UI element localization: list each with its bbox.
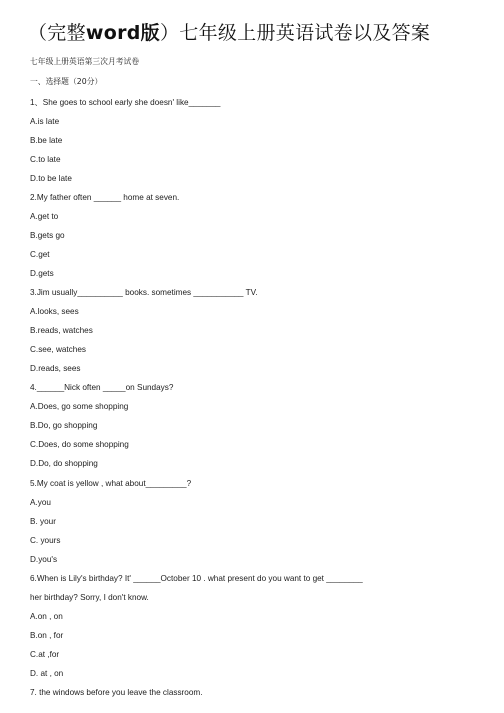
section-heading: 一、选择题（20分） [30,77,103,86]
question-line: C. yours [30,535,61,545]
question-line: C.at ,for [30,650,60,659]
question-line: A.get to [30,211,59,221]
question-line: 3.Jim usually__________ books. sometimes ___________ TV. [30,288,258,297]
question-line: C.get [30,249,50,259]
question-line: A.on , on [30,611,63,621]
question-line: 1、She goes to school early she doesn' like_______ [30,97,221,107]
question-line: A.you [30,497,51,507]
question-line: D. at , on [30,669,64,678]
question-line: D.to be late [30,173,72,183]
question-line: 2.My father often ______ home at seven. [30,192,180,202]
question-line: B.on , for [30,630,64,640]
question-line: C.see, watches [30,345,86,355]
question-line: A.is late [30,116,60,126]
question-line: D.gets [30,269,54,278]
question-line: 4.______Nick often _____on Sundays? [30,383,174,393]
question-line: B.be late [30,135,63,145]
question-line: A.Does, go some shopping [30,402,129,412]
question-line: 7. the windows before you leave the classroom. [30,688,203,698]
question-line: B.Do, go shopping [30,421,98,431]
question-line: 5.My coat is yellow , what about_________? [30,478,192,488]
question-line: her birthday? Sorry, I don't know. [30,592,149,602]
exam-subtitle: 七年级上册英语第三次月考试卷 [30,57,140,66]
question-line: B.reads, watches [30,326,93,336]
question-line: D.Do, do shopping [30,459,98,469]
document-title [28,20,430,46]
question-line: D.reads, sees [30,364,81,374]
question-line: C.Does, do some shopping [30,440,129,450]
question-line: D.you's [30,554,58,564]
question-line: B. your [30,516,56,526]
question-line: B.gets go [30,230,65,240]
question-line: A.looks, sees [30,307,79,317]
title-prefix: （完整 [28,22,86,44]
title-suffix: ）七年级上册英语试卷以及答案 [159,22,431,44]
question-line: C.to late [30,154,61,164]
question-line: 6.When is Lily's birthday? It' ______October 10 . what present do you want to get ________ [30,573,363,583]
title-bold-word: word版 [85,22,160,44]
